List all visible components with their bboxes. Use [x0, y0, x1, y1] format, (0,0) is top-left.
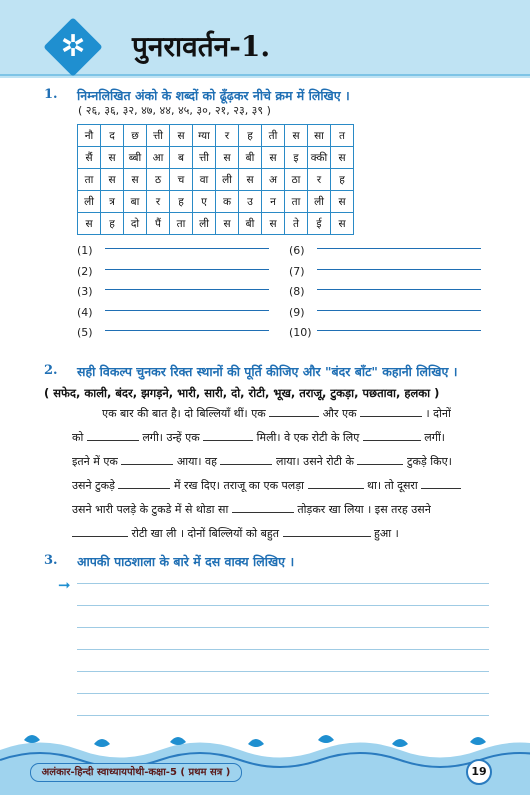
grid-row	[78, 213, 354, 235]
grid-cell[interactable]: ग्या	[193, 125, 216, 147]
blank-label: (8)	[289, 285, 305, 298]
grid-cell[interactable]: ली	[193, 213, 216, 235]
grid-cell[interactable]: स	[101, 147, 124, 169]
shell-icon	[470, 737, 486, 745]
grid-cell[interactable]: छ	[124, 125, 147, 147]
blank-label: (3)	[77, 285, 93, 298]
grid-cell[interactable]: बी	[239, 147, 262, 169]
grid-cell[interactable]: स	[331, 147, 354, 169]
grid-cell[interactable]: ली	[78, 191, 101, 213]
grid-cell[interactable]: अ	[262, 169, 285, 191]
story-blank[interactable]	[421, 478, 461, 489]
grid-cell[interactable]: ई	[308, 213, 331, 235]
grid-cell[interactable]: स	[331, 213, 354, 235]
answer-line[interactable]	[317, 309, 481, 311]
grid-cell[interactable]: त्ती	[147, 125, 170, 147]
grid-cell[interactable]: ता	[285, 191, 308, 213]
page-title: पुनरावर्तन-1.	[132, 30, 271, 63]
answer-line[interactable]	[105, 247, 269, 249]
story-blank[interactable]	[121, 454, 173, 465]
story-blank[interactable]	[308, 478, 364, 489]
grid-row	[78, 191, 354, 213]
grid-row	[78, 169, 354, 191]
answer-line[interactable]	[105, 288, 269, 290]
story-line: इतने में एक आया। वह लाया। उसने रोटी के टुकड़े किए।	[72, 455, 452, 468]
question-2-number: 2.	[44, 363, 58, 378]
answer-blanks	[77, 244, 487, 344]
shell-icon	[318, 735, 334, 743]
story-blank[interactable]	[232, 502, 294, 513]
story-line: उसने टुकड़े में रख दिए। तराजू का एक पलड़ा था। तो दूसरा	[72, 478, 489, 496]
word-options: ( सफेद, काली, बंदर, झगड़ने, भारी, सारी, दो, रोटी, भूख, तराजू, टुकड़ा, पछतावा, हलका )	[44, 386, 440, 400]
arrow-icon: ➞	[58, 576, 71, 594]
grid-cell[interactable]: स	[239, 169, 262, 191]
writing-line[interactable]	[77, 692, 489, 694]
grid-cell[interactable]: स	[262, 147, 285, 169]
answer-line[interactable]	[317, 329, 481, 331]
story-line: उसने भारी पलड़े के टुकडे में से थोडा सा तोड़कर खा लिया । इस तरह उसने	[72, 503, 431, 516]
story-line: रोटी खा ली । दोनों बिल्लियों को बहुत हुआ ।	[72, 526, 489, 544]
blank-label: (1)	[77, 244, 93, 257]
flower-icon: ✲	[60, 29, 86, 64]
grid-cell[interactable]: स	[216, 213, 239, 235]
story-blank[interactable]	[118, 478, 170, 489]
grid-cell[interactable]: त्ती	[193, 147, 216, 169]
shell-icon	[94, 739, 110, 747]
answer-line[interactable]	[317, 288, 481, 290]
blank-label: (10)	[289, 326, 312, 339]
story-blank[interactable]	[363, 430, 421, 441]
shell-icon	[24, 735, 40, 743]
blank-label: (4)	[77, 305, 93, 319]
blank-label: (6)	[289, 244, 305, 257]
grid-cell[interactable]: बी	[239, 213, 262, 235]
page-number: 19	[466, 759, 492, 785]
answer-line[interactable]	[317, 268, 481, 270]
story-line: को लगी। उन्हें एक मिली। वे एक रोटी के लिए लगीं।	[72, 431, 445, 444]
writing-line[interactable]	[77, 670, 489, 672]
answer-line[interactable]	[105, 309, 269, 311]
story-blank[interactable]	[269, 406, 319, 417]
answer-line[interactable]	[105, 329, 269, 331]
grid-row	[78, 125, 354, 147]
writing-line[interactable]	[77, 604, 489, 606]
grid-cell[interactable]: क	[216, 191, 239, 213]
grid-cell[interactable]: उ	[239, 191, 262, 213]
story-blank[interactable]	[357, 454, 403, 465]
grid-cell[interactable]: ब्बी	[124, 147, 147, 169]
grid-cell[interactable]: बा	[124, 191, 147, 213]
writing-line[interactable]	[77, 626, 489, 628]
grid-cell[interactable]: सा	[308, 125, 331, 147]
story-blank[interactable]	[283, 526, 371, 537]
grid-cell[interactable]: च	[170, 169, 193, 191]
grid-cell[interactable]: दो	[124, 213, 147, 235]
grid-cell[interactable]: स	[101, 169, 124, 191]
shell-icon	[392, 739, 408, 747]
book-title-badge: अलंकार-हिन्दी स्वाध्यायपोथी-कक्षा-5 ( प्रथम सत्र )	[30, 763, 242, 782]
grid-cell[interactable]: ता	[170, 213, 193, 235]
grid-cell[interactable]: क्की	[308, 147, 331, 169]
question-2-text: सही विकल्प चुनकर रिक्त स्थानों की पूर्ति कीजिए और "बंदर बाँट" कहानी लिखिए ।	[77, 364, 458, 379]
question-3-text: आपकी पाठशाला के बारे में दस वाक्य लिखिए ।	[77, 554, 295, 569]
grid-cell[interactable]: आ	[147, 147, 170, 169]
story-line: एक बार की बात है। दो बिल्लियाँ थीं। एक और एक । दोनों	[102, 407, 451, 420]
grid-cell[interactable]: ली	[308, 191, 331, 213]
writing-line[interactable]	[77, 582, 489, 584]
writing-line[interactable]	[77, 714, 489, 716]
story-blank[interactable]	[87, 430, 139, 441]
grid-cell[interactable]: स	[124, 169, 147, 191]
grid-cell[interactable]: र	[308, 169, 331, 191]
grid-cell[interactable]: ठा	[285, 169, 308, 191]
story-blank[interactable]	[360, 406, 422, 417]
question-1-numbers: ( २६, ३६, ३२, ४७, ४४, ४५, ३०, २१, २३, ३९ )	[78, 104, 271, 117]
blank-label: (9)	[289, 305, 305, 319]
grid-cell[interactable]: न	[262, 191, 285, 213]
grid-cell[interactable]: ह	[239, 125, 262, 147]
grid-cell[interactable]: त्र	[101, 191, 124, 213]
question-1-number: 1.	[44, 87, 58, 102]
grid-cell[interactable]: स	[331, 191, 354, 213]
blank-label: (2)	[77, 264, 93, 278]
story-blank[interactable]	[203, 430, 253, 441]
writing-line[interactable]	[77, 648, 489, 650]
grid-cell[interactable]: ठ	[147, 169, 170, 191]
answer-line[interactable]	[317, 247, 481, 249]
shell-icons	[24, 735, 486, 747]
grid-cell[interactable]: ब	[170, 147, 193, 169]
grid-cell[interactable]: स	[216, 147, 239, 169]
blank-label: (5)	[77, 326, 93, 339]
header-divider	[0, 74, 530, 76]
grid-cell[interactable]: ती	[262, 125, 285, 147]
word-search-grid	[77, 124, 354, 235]
grid-cell[interactable]: त	[331, 125, 354, 147]
grid-cell[interactable]: ली	[216, 169, 239, 191]
grid-cell[interactable]: र	[216, 125, 239, 147]
shell-icon	[248, 739, 264, 747]
grid-cell[interactable]: ते	[285, 213, 308, 235]
grid-cell[interactable]: स	[170, 125, 193, 147]
grid-cell[interactable]: र	[147, 191, 170, 213]
grid-cell[interactable]: इ	[285, 147, 308, 169]
answer-line[interactable]	[105, 268, 269, 270]
grid-cell[interactable]: स	[78, 213, 101, 235]
question-3-number: 3.	[44, 553, 58, 568]
grid-cell[interactable]: द	[101, 125, 124, 147]
grid-row	[78, 147, 354, 169]
question-1-text: निम्नलिखित अंको के शब्दों को ढूँढ़कर नीचे क्रम में लिखिए ।	[77, 88, 350, 103]
grid-cell[interactable]: ह	[331, 169, 354, 191]
grid-cell[interactable]: सैं	[78, 147, 101, 169]
grid-cell[interactable]: स	[285, 125, 308, 147]
story-blank[interactable]	[72, 526, 128, 537]
grid-cell[interactable]: नौ	[78, 125, 101, 147]
grid-cell[interactable]: ए	[193, 191, 216, 213]
grid-cell[interactable]: ता	[78, 169, 101, 191]
grid-cell[interactable]: ह	[101, 213, 124, 235]
grid-cell[interactable]: पैं	[147, 213, 170, 235]
grid-cell[interactable]: वा	[193, 169, 216, 191]
blank-label: (7)	[289, 264, 305, 278]
grid-cell[interactable]: ह	[170, 191, 193, 213]
story-blank[interactable]	[220, 454, 272, 465]
grid-cell[interactable]: स	[262, 213, 285, 235]
